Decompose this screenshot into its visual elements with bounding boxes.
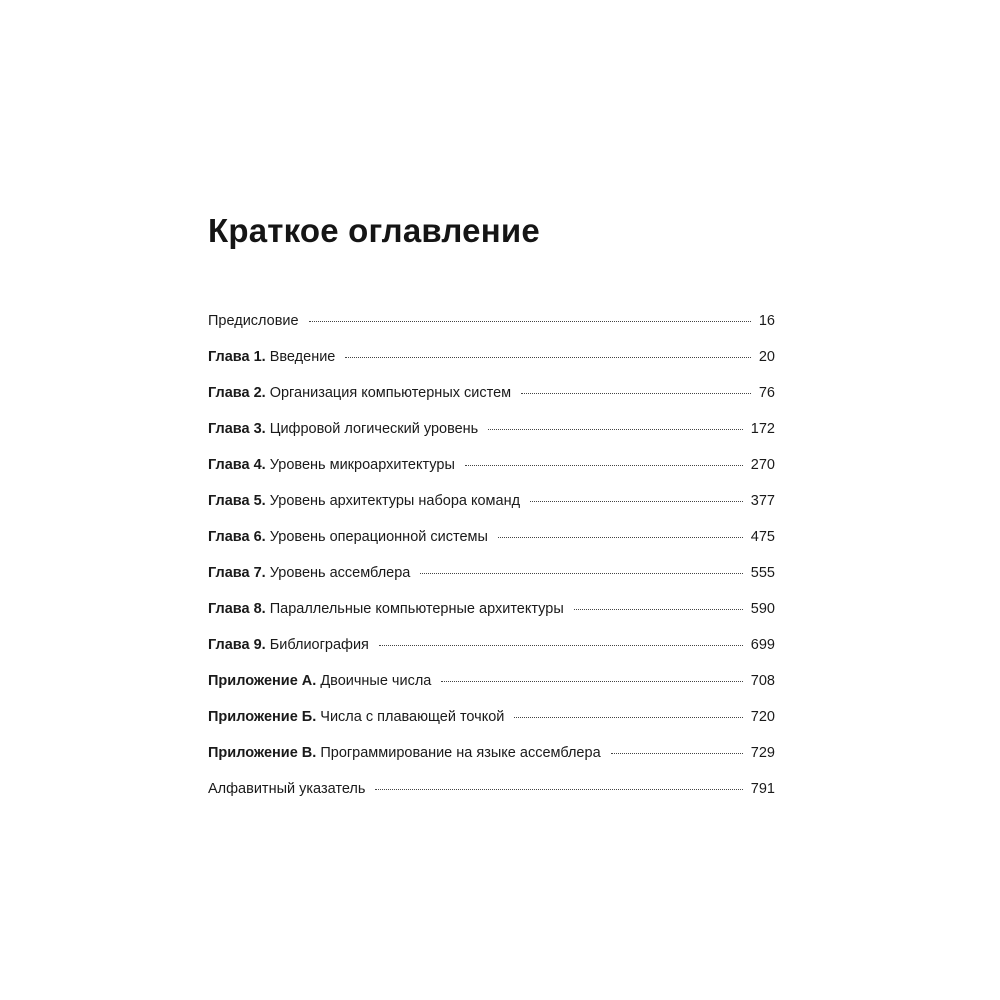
- toc-entry-text: Уровень микроархитектуры: [269, 457, 455, 473]
- dot-leader: [514, 717, 742, 718]
- dot-leader: [498, 537, 743, 538]
- toc-entry-prefix: Приложение В.: [208, 745, 317, 761]
- toc-entry-page: 699: [750, 637, 775, 653]
- toc-entry-label: [208, 492, 520, 510]
- toc-entry-text: Числа с плавающей точкой: [320, 709, 505, 725]
- toc-entry-page: 555: [750, 565, 775, 581]
- dot-leader: [375, 789, 742, 790]
- toc-entry-chapter-3: [208, 420, 775, 456]
- toc-entry-prefix: Глава 1.: [208, 349, 266, 365]
- toc-entry-prefix: Глава 3.: [208, 421, 266, 437]
- toc-entry-label: [208, 420, 478, 438]
- toc-entry-preface: [208, 312, 775, 348]
- toc-entry-text: Уровень операционной системы: [269, 529, 488, 545]
- toc-entry-label: [208, 780, 365, 798]
- toc-entry-text: Программирование на языке ассемблера: [320, 745, 601, 761]
- toc-entry-chapter-5: [208, 492, 775, 528]
- toc-entry-page: 720: [750, 709, 775, 725]
- table-of-contents: [208, 312, 775, 816]
- toc-entry-label: [208, 672, 431, 690]
- toc-entry-text: Параллельные компьютерные архитектуры: [269, 601, 564, 617]
- toc-entry-label: [208, 456, 455, 474]
- toc-entry-chapter-2: [208, 384, 775, 420]
- dot-leader: [441, 681, 742, 682]
- toc-entry-page: 475: [750, 529, 775, 545]
- toc-entry-chapter-4: [208, 456, 775, 492]
- toc-entry-text: Организация компьютерных систем: [269, 385, 512, 401]
- toc-entry-text: Библиография: [269, 637, 369, 653]
- toc-entry-page: 270: [750, 457, 775, 473]
- dot-leader: [309, 321, 751, 322]
- toc-entry-chapter-7: [208, 564, 775, 600]
- toc-entry-prefix: Глава 7.: [208, 565, 266, 581]
- toc-entry-chapter-1: [208, 348, 775, 384]
- toc-entry-page: 708: [750, 673, 775, 689]
- toc-entry-text: Двоичные числа: [320, 673, 432, 689]
- page-title: Краткое оглавление: [208, 212, 540, 249]
- toc-entry-page: 791: [750, 781, 775, 797]
- toc-entry-label: [208, 636, 369, 654]
- toc-entry-page: 172: [750, 421, 775, 437]
- toc-entry-prefix: Глава 9.: [208, 637, 266, 653]
- toc-entry-label: [208, 384, 511, 402]
- toc-entry-page: 20: [758, 349, 775, 365]
- toc-entry-label: [208, 312, 299, 330]
- toc-entry-appendix-a: [208, 672, 775, 708]
- dot-leader: [611, 753, 743, 754]
- dot-leader: [345, 357, 750, 358]
- toc-entry-label: [208, 600, 564, 618]
- toc-entry-page: 729: [750, 745, 775, 761]
- toc-entry-label: [208, 528, 488, 546]
- dot-leader: [465, 465, 743, 466]
- toc-entry-index: [208, 780, 775, 816]
- toc-entry-chapter-9: [208, 636, 775, 672]
- toc-entry-prefix: Глава 5.: [208, 493, 266, 509]
- toc-entry-prefix: Приложение Б.: [208, 709, 317, 725]
- toc-entry-appendix-b: [208, 708, 775, 744]
- toc-entry-text: Уровень ассемблера: [269, 565, 411, 581]
- dot-leader: [574, 609, 743, 610]
- toc-entry-prefix: Глава 6.: [208, 529, 266, 545]
- toc-entry-page: 377: [750, 493, 775, 509]
- toc-entry-prefix: Приложение А.: [208, 673, 317, 689]
- toc-entry-text: Предисловие: [208, 313, 299, 329]
- toc-entry-text: Уровень архитектуры набора команд: [269, 493, 521, 509]
- toc-entry-prefix: Глава 8.: [208, 601, 266, 617]
- toc-entry-text: Введение: [269, 349, 336, 365]
- toc-entry-text: Алфавитный указатель: [208, 781, 366, 797]
- toc-entry-label: [208, 564, 410, 582]
- dot-leader: [420, 573, 742, 574]
- toc-entry-label: [208, 348, 335, 366]
- toc-entry-label: [208, 744, 601, 762]
- toc-entry-chapter-6: [208, 528, 775, 564]
- dot-leader: [521, 393, 751, 394]
- dot-leader: [488, 429, 743, 430]
- toc-entry-prefix: Глава 4.: [208, 457, 266, 473]
- toc-entry-page: 76: [758, 385, 775, 401]
- toc-entry-prefix: Глава 2.: [208, 385, 266, 401]
- dot-leader: [530, 501, 743, 502]
- toc-entry-page: 16: [758, 313, 775, 329]
- toc-entry-text: Цифровой логический уровень: [269, 421, 479, 437]
- dot-leader: [379, 645, 743, 646]
- toc-entry-page: 590: [750, 601, 775, 617]
- toc-entry-chapter-8: [208, 600, 775, 636]
- toc-entry-label: [208, 708, 504, 726]
- toc-entry-appendix-v: [208, 744, 775, 780]
